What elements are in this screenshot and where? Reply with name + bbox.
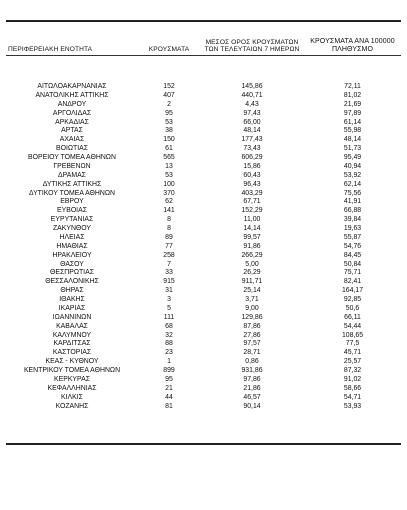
table-row <box>6 305 401 314</box>
cases-cell: 89 <box>165 233 173 241</box>
region-cell: ΚΟΖΑΝΗΣ <box>55 402 89 410</box>
avg-7day-cell: 46,57 <box>243 393 261 401</box>
region-cell: ΚΕΑΣ - ΚΥΘΝΟΥ <box>45 358 99 366</box>
table-header <box>6 27 401 83</box>
region-cell: ΚΑΒΑΛΑΣ <box>56 322 88 330</box>
region-cell: ΙΘΑΚΗΣ <box>59 296 85 303</box>
table-row <box>6 349 401 358</box>
cases-cell: 77 <box>165 242 173 250</box>
per-100k-cell: 55,87 <box>343 233 362 241</box>
cases-cell: 899 <box>163 367 175 374</box>
avg-7day-cell: 26,29 <box>243 269 261 277</box>
avg-7day-cell: 97,86 <box>243 375 261 383</box>
per-100k-cell: 108,65 <box>341 331 364 339</box>
header-region <box>6 27 138 55</box>
per-100k-cell: 50,84 <box>343 260 362 268</box>
table-row <box>6 207 401 216</box>
region-cell: ΑΡΤΑΣ <box>61 127 83 135</box>
region-cell: ΑΝΑΤΟΛΙΚΗΣ ΑΤΤΙΚΗΣ <box>35 91 109 99</box>
cases-cell: 88 <box>165 340 173 348</box>
cases-cell: 915 <box>163 278 175 286</box>
table-row <box>6 340 401 349</box>
cases-cell: 62 <box>165 198 173 206</box>
avg-7day-cell: 440,71 <box>241 91 263 99</box>
per-100k-cell: 164,17 <box>341 287 364 295</box>
cases-cell: 33 <box>165 269 173 277</box>
avg-7day-cell: 67,71 <box>243 198 261 206</box>
region-cell: ΒΟΡΕΙΟΥ ΤΟΜΕΑ ΑΘΗΝΩΝ <box>28 154 116 161</box>
table-row <box>6 234 401 243</box>
table-row <box>6 136 401 145</box>
avg-7day-cell: 73,43 <box>243 145 261 153</box>
avg-7day-cell: 60,43 <box>243 171 261 179</box>
avg-7day-cell: 87,86 <box>243 322 261 330</box>
region-cell: ΙΩΑΝΝΙΝΩΝ <box>52 313 92 321</box>
table-row <box>6 110 401 119</box>
avg-7day-cell: 96,43 <box>243 180 261 188</box>
table-row <box>6 216 401 225</box>
per-100k-cell: 62,14 <box>343 180 362 188</box>
cases-cell: 68 <box>165 322 173 330</box>
avg-7day-cell: 152,29 <box>241 207 263 215</box>
region-cell: ΔΥΤΙΚΟΥ ΤΟΜΕΑ ΑΘΗΝΩΝ <box>28 189 115 197</box>
per-100k-cell: 66,88 <box>343 207 362 215</box>
cases-cell: 38 <box>165 127 173 135</box>
per-100k-cell: 45,71 <box>343 349 362 357</box>
table-row <box>6 198 401 207</box>
cases-cell: 53 <box>165 118 173 126</box>
avg-7day-cell: 145,86 <box>241 83 263 90</box>
per-100k-cell: 75,71 <box>343 269 362 277</box>
header-cases-label: ΚΡΟΥΣΜΑΤΑ <box>148 46 190 54</box>
table-row <box>6 287 401 296</box>
avg-7day-cell: 99,57 <box>243 233 261 241</box>
region-cell: ΚΕΦΑΛΛΗΝΙΑΣ <box>47 384 97 392</box>
header-per-line2: ΠΛΗΘΥΣΜΟ <box>331 45 374 53</box>
avg-7day-cell: 0,86 <box>245 358 259 366</box>
table-row <box>6 163 401 172</box>
table-row <box>6 83 401 92</box>
per-100k-cell: 54,71 <box>343 393 362 401</box>
per-100k-cell: 61,14 <box>343 118 362 126</box>
per-100k-cell: 54,76 <box>343 242 362 250</box>
region-cell: ΙΚΑΡΙΑΣ <box>58 304 86 312</box>
cases-cell: 31 <box>165 287 173 295</box>
per-100k-cell: 97,89 <box>343 109 362 117</box>
region-cell: ΗΜΑΘΙΑΣ <box>56 242 88 250</box>
per-100k-cell: 92,85 <box>343 296 362 303</box>
table-row <box>6 225 401 234</box>
region-cell: ΖΑΚΥΝΘΟΥ <box>52 225 92 232</box>
region-cell: ΘΗΡΑΣ <box>60 287 84 295</box>
table-row <box>6 119 401 128</box>
region-cell: ΘΑΣΟΥ <box>60 260 84 268</box>
cases-cell: 7 <box>167 260 171 268</box>
cases-cell: 141 <box>163 207 175 215</box>
avg-7day-cell: 177,43 <box>241 136 263 144</box>
table-row <box>6 385 401 394</box>
region-cell: ΘΕΣΣΑΛΟΝΙΚΗΣ <box>45 278 99 286</box>
avg-7day-cell: 266,29 <box>241 251 263 259</box>
table-body <box>6 83 401 411</box>
cases-cell: 95 <box>165 109 173 117</box>
region-cell: ΘΕΣΠΡΩΤΙΑΣ <box>50 269 94 277</box>
table-row <box>6 252 401 261</box>
table-row <box>6 127 401 136</box>
table-row <box>6 323 401 332</box>
table-row <box>6 243 401 252</box>
top-rule <box>6 20 401 22</box>
per-100k-cell: 81,02 <box>343 91 362 99</box>
cases-cell: 565 <box>163 154 175 161</box>
per-100k-cell: 40,94 <box>343 162 362 170</box>
table-row <box>6 278 401 287</box>
cases-cell: 1 <box>167 358 171 366</box>
header-region-label: ΠΕΡΙΦΕΡΕΙΑΚΗ ΕΝΟΤΗΤΑ <box>8 46 93 54</box>
cases-cell: 100 <box>163 180 175 188</box>
table-row <box>6 92 401 101</box>
cases-cell: 53 <box>165 171 173 179</box>
region-cell: ΔΡΑΜΑΣ <box>58 171 86 179</box>
per-100k-cell: 19,63 <box>343 225 362 232</box>
avg-7day-cell: 91,86 <box>243 242 261 250</box>
avg-7day-cell: 90,14 <box>243 402 261 410</box>
cases-cell: 407 <box>163 91 175 99</box>
region-cell: ΑΝΔΡΟΥ <box>57 100 87 108</box>
avg-7day-cell: 129,86 <box>241 313 263 321</box>
header-cases <box>138 27 200 55</box>
cases-cell: 2 <box>167 100 171 108</box>
table-row <box>6 172 401 181</box>
avg-7day-cell: 48,14 <box>243 127 261 135</box>
cases-table <box>6 27 401 411</box>
cases-cell: 95 <box>165 375 173 383</box>
table-row <box>6 376 401 385</box>
header-per-100k <box>304 27 401 55</box>
cases-cell: 258 <box>163 251 175 259</box>
table-row <box>6 269 401 278</box>
region-cell: ΚΙΛΚΙΣ <box>61 393 83 401</box>
cases-cell: 150 <box>163 136 175 144</box>
per-100k-cell: 41,91 <box>343 198 362 206</box>
table-row <box>6 314 401 323</box>
per-100k-cell: 55,98 <box>343 127 362 135</box>
cases-cell: 23 <box>165 349 173 357</box>
avg-7day-cell: 911,71 <box>241 278 263 286</box>
avg-7day-cell: 97,43 <box>243 109 261 117</box>
per-100k-cell: 72,11 <box>344 83 361 90</box>
per-100k-cell: 54,44 <box>343 322 362 330</box>
per-100k-cell: 48,14 <box>343 136 362 144</box>
avg-7day-cell: 4,43 <box>245 100 259 108</box>
region-cell: ΔΥΤΙΚΗΣ ΑΤΤΙΚΗΣ <box>42 180 102 188</box>
per-100k-cell: 77,5 <box>345 340 360 348</box>
header-per-line1: ΚΡΟΥΣΜΑΤΑ ΑΝΑ 100000 <box>310 38 395 46</box>
header-avg-line2: ΤΩΝ ΤΕΛΕΥΤΑΙΩΝ 7 ΗΜΕΡΩΝ <box>204 46 300 54</box>
header-avg-line1: ΜΕΣΟΣ ΟΡΟΣ ΚΡΟΥΣΜΑΤΩΝ <box>205 38 299 46</box>
cases-cell: 3 <box>167 296 171 303</box>
per-100k-cell: 50,6 <box>345 304 360 312</box>
cases-cell: 8 <box>167 225 171 232</box>
region-cell: ΕΒΡΟΥ <box>60 198 84 206</box>
region-cell: ΑΧΑΪΑΣ <box>59 136 85 144</box>
per-100k-cell: 51,73 <box>343 145 362 153</box>
bottom-rule <box>6 443 401 445</box>
table-row <box>6 358 401 367</box>
avg-7day-cell: 28,71 <box>243 349 261 357</box>
cases-cell: 81 <box>165 402 173 410</box>
region-cell: ΗΛΕΙΑΣ <box>59 233 85 241</box>
table-row <box>6 181 401 190</box>
table-row <box>6 367 401 376</box>
table-row <box>6 296 401 305</box>
per-100k-cell: 66,11 <box>344 313 361 321</box>
cases-cell: 370 <box>163 189 175 197</box>
per-100k-cell: 95,49 <box>343 154 362 161</box>
avg-7day-cell: 606,29 <box>241 154 263 161</box>
region-cell: ΚΑΣΤΟΡΙΑΣ <box>52 349 92 357</box>
table-row <box>6 154 401 163</box>
cases-cell: 32 <box>165 331 173 339</box>
avg-7day-cell: 21,86 <box>243 384 261 392</box>
avg-7day-cell: 97,57 <box>243 340 261 348</box>
cases-cell: 21 <box>165 384 173 392</box>
cases-cell: 8 <box>167 216 171 224</box>
avg-7day-cell: 403,29 <box>241 189 263 197</box>
header-avg <box>200 27 304 55</box>
avg-7day-cell: 9,00 <box>245 304 259 312</box>
region-cell: ΑΡΚΑΔΙΑΣ <box>55 118 89 126</box>
region-cell: ΚΕΡΚΥΡΑΣ <box>54 375 90 383</box>
region-cell: ΕΥΡΥΤΑΝΙΑΣ <box>50 216 94 224</box>
cases-cell: 5 <box>167 304 171 312</box>
cases-cell: 13 <box>165 162 173 170</box>
region-cell: ΑΙΤΩΛΟΑΚΑΡΝΑΝΙΑΣ <box>37 83 107 90</box>
cases-cell: 44 <box>165 393 173 401</box>
table-row <box>6 403 401 412</box>
cases-cell: 61 <box>165 145 173 153</box>
header-rule <box>6 55 401 83</box>
per-100k-cell: 84,45 <box>343 251 362 259</box>
per-100k-cell: 53,92 <box>343 171 362 179</box>
avg-7day-cell: 3,71 <box>245 296 259 303</box>
per-100k-cell: 53,93 <box>343 402 362 410</box>
region-cell: ΑΡΓΟΛΙΔΑΣ <box>52 109 92 117</box>
region-cell: ΚΑΡΔΙΤΣΑΣ <box>53 340 91 348</box>
avg-7day-cell: 5,00 <box>245 260 259 268</box>
avg-7day-cell: 14,14 <box>243 225 261 232</box>
avg-7day-cell: 66,00 <box>243 118 261 126</box>
table-row <box>6 190 401 199</box>
per-100k-cell: 82,41 <box>343 278 362 286</box>
cases-table-container <box>6 27 401 411</box>
table-row <box>6 145 401 154</box>
per-100k-cell: 87,32 <box>343 367 362 374</box>
per-100k-cell: 91,02 <box>343 375 362 383</box>
table-row <box>6 332 401 341</box>
avg-7day-cell: 931,86 <box>241 367 263 374</box>
cases-cell: 152 <box>163 83 175 90</box>
table-row <box>6 101 401 110</box>
region-cell: ΗΡΑΚΛΕΙΟΥ <box>52 251 92 259</box>
per-100k-cell: 21,69 <box>343 100 362 108</box>
region-cell: ΕΥΒΟΙΑΣ <box>57 207 87 215</box>
per-100k-cell: 39,84 <box>343 216 362 224</box>
avg-7day-cell: 27,86 <box>243 331 261 339</box>
table-row <box>6 261 401 270</box>
per-100k-cell: 58,66 <box>343 384 362 392</box>
region-cell: ΒΟΙΩΤΙΑΣ <box>55 145 88 153</box>
avg-7day-cell: 15,86 <box>243 162 261 170</box>
avg-7day-cell: 25,14 <box>243 287 261 295</box>
table-row <box>6 394 401 403</box>
per-100k-cell: 75,56 <box>343 189 362 197</box>
region-cell: ΓΡΕΒΕΝΩΝ <box>53 162 91 170</box>
cases-cell: 111 <box>163 313 175 321</box>
region-cell: ΚΑΛΥΜΝΟΥ <box>52 331 92 339</box>
avg-7day-cell: 11,00 <box>243 216 261 224</box>
per-100k-cell: 25,57 <box>343 358 362 366</box>
region-cell: ΚΕΝΤΡΙΚΟΥ ΤΟΜΕΑ ΑΘΗΝΩΝ <box>23 367 121 374</box>
